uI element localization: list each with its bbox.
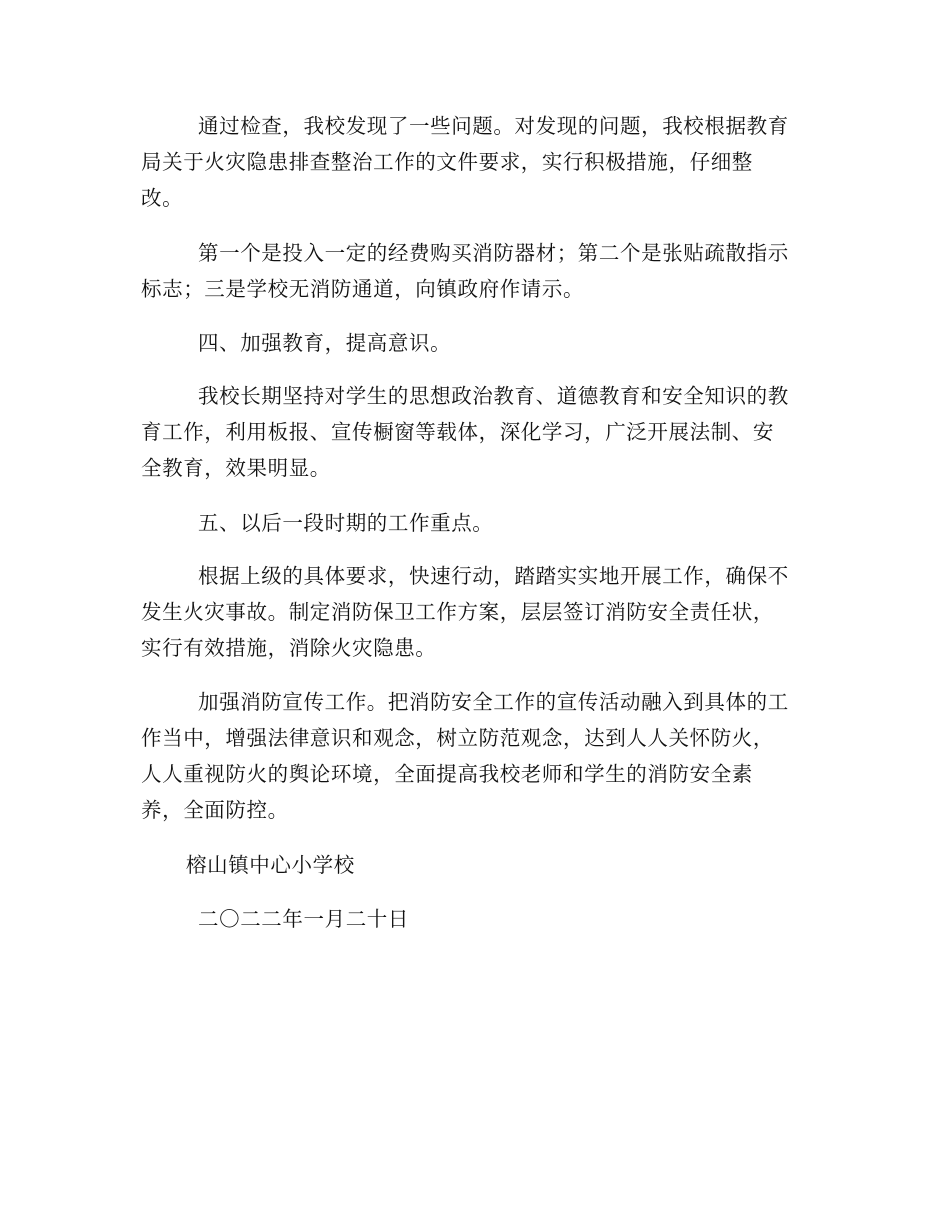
- paragraph-line: 第一个是投入一定的经费购买消防器材；第二个是张贴疏散指示: [198, 241, 789, 265]
- paragraph-rectification-intro: [141, 108, 811, 216]
- paragraph-line: 全教育，效果明显。: [141, 456, 331, 480]
- paragraph-line: 改。: [141, 186, 184, 210]
- section-heading-education: [141, 325, 811, 361]
- signature-date: 二〇二二年一月二十日: [198, 907, 409, 931]
- paragraph-line: 实行有效措施，消除火灾隐患。: [141, 636, 437, 660]
- paragraph-line: 通过检查，我校发现了一些问题。对发现的问题，我校根据教育: [198, 114, 789, 138]
- paragraph-line: 养，全面防控。: [141, 798, 289, 822]
- paragraph-line: 人人重视防火的舆论环境，全面提高我校老师和学生的消防安全素: [141, 762, 753, 786]
- paragraph-work-plan: [141, 558, 811, 666]
- paragraph-education: [141, 378, 811, 486]
- paragraph-line: 育工作，利用板报、宣传橱窗等载体，深化学习，广泛开展法制、安: [141, 420, 774, 444]
- paragraph-fire-publicity: [141, 684, 811, 828]
- paragraph-line: 作当中，增强法律意识和观念，树立防范观念，达到人人关怀防火，: [141, 726, 774, 750]
- paragraph-line: 加强消防宣传工作。把消防安全工作的宣传活动融入到具体的工: [198, 690, 789, 714]
- paragraph-line: 根据上级的具体要求，快速行动，踏踏实实地开展工作，确保不: [198, 564, 789, 588]
- heading-line: 四、加强教育，提高意识。: [198, 331, 452, 355]
- paragraph-line: 发生火灾事故。制定消防保卫工作方案，层层签订消防安全责任状，: [141, 600, 774, 624]
- paragraph-line: 局关于火灾隐患排查整治工作的文件要求，实行积极措施，仔细整: [141, 150, 753, 174]
- heading-line: 五、以后一段时期的工作重点。: [198, 511, 494, 535]
- paragraph-rectification-measures: [141, 235, 811, 307]
- section-heading-future-focus: [141, 505, 811, 541]
- paragraph-line: 标志；三是学校无消防通道，向镇政府作请示。: [141, 277, 585, 301]
- paragraph-line: 我校长期坚持对学生的思想政治教育、道德教育和安全知识的教: [198, 384, 789, 408]
- signature-organization: 榕山镇中心小学校: [186, 853, 355, 877]
